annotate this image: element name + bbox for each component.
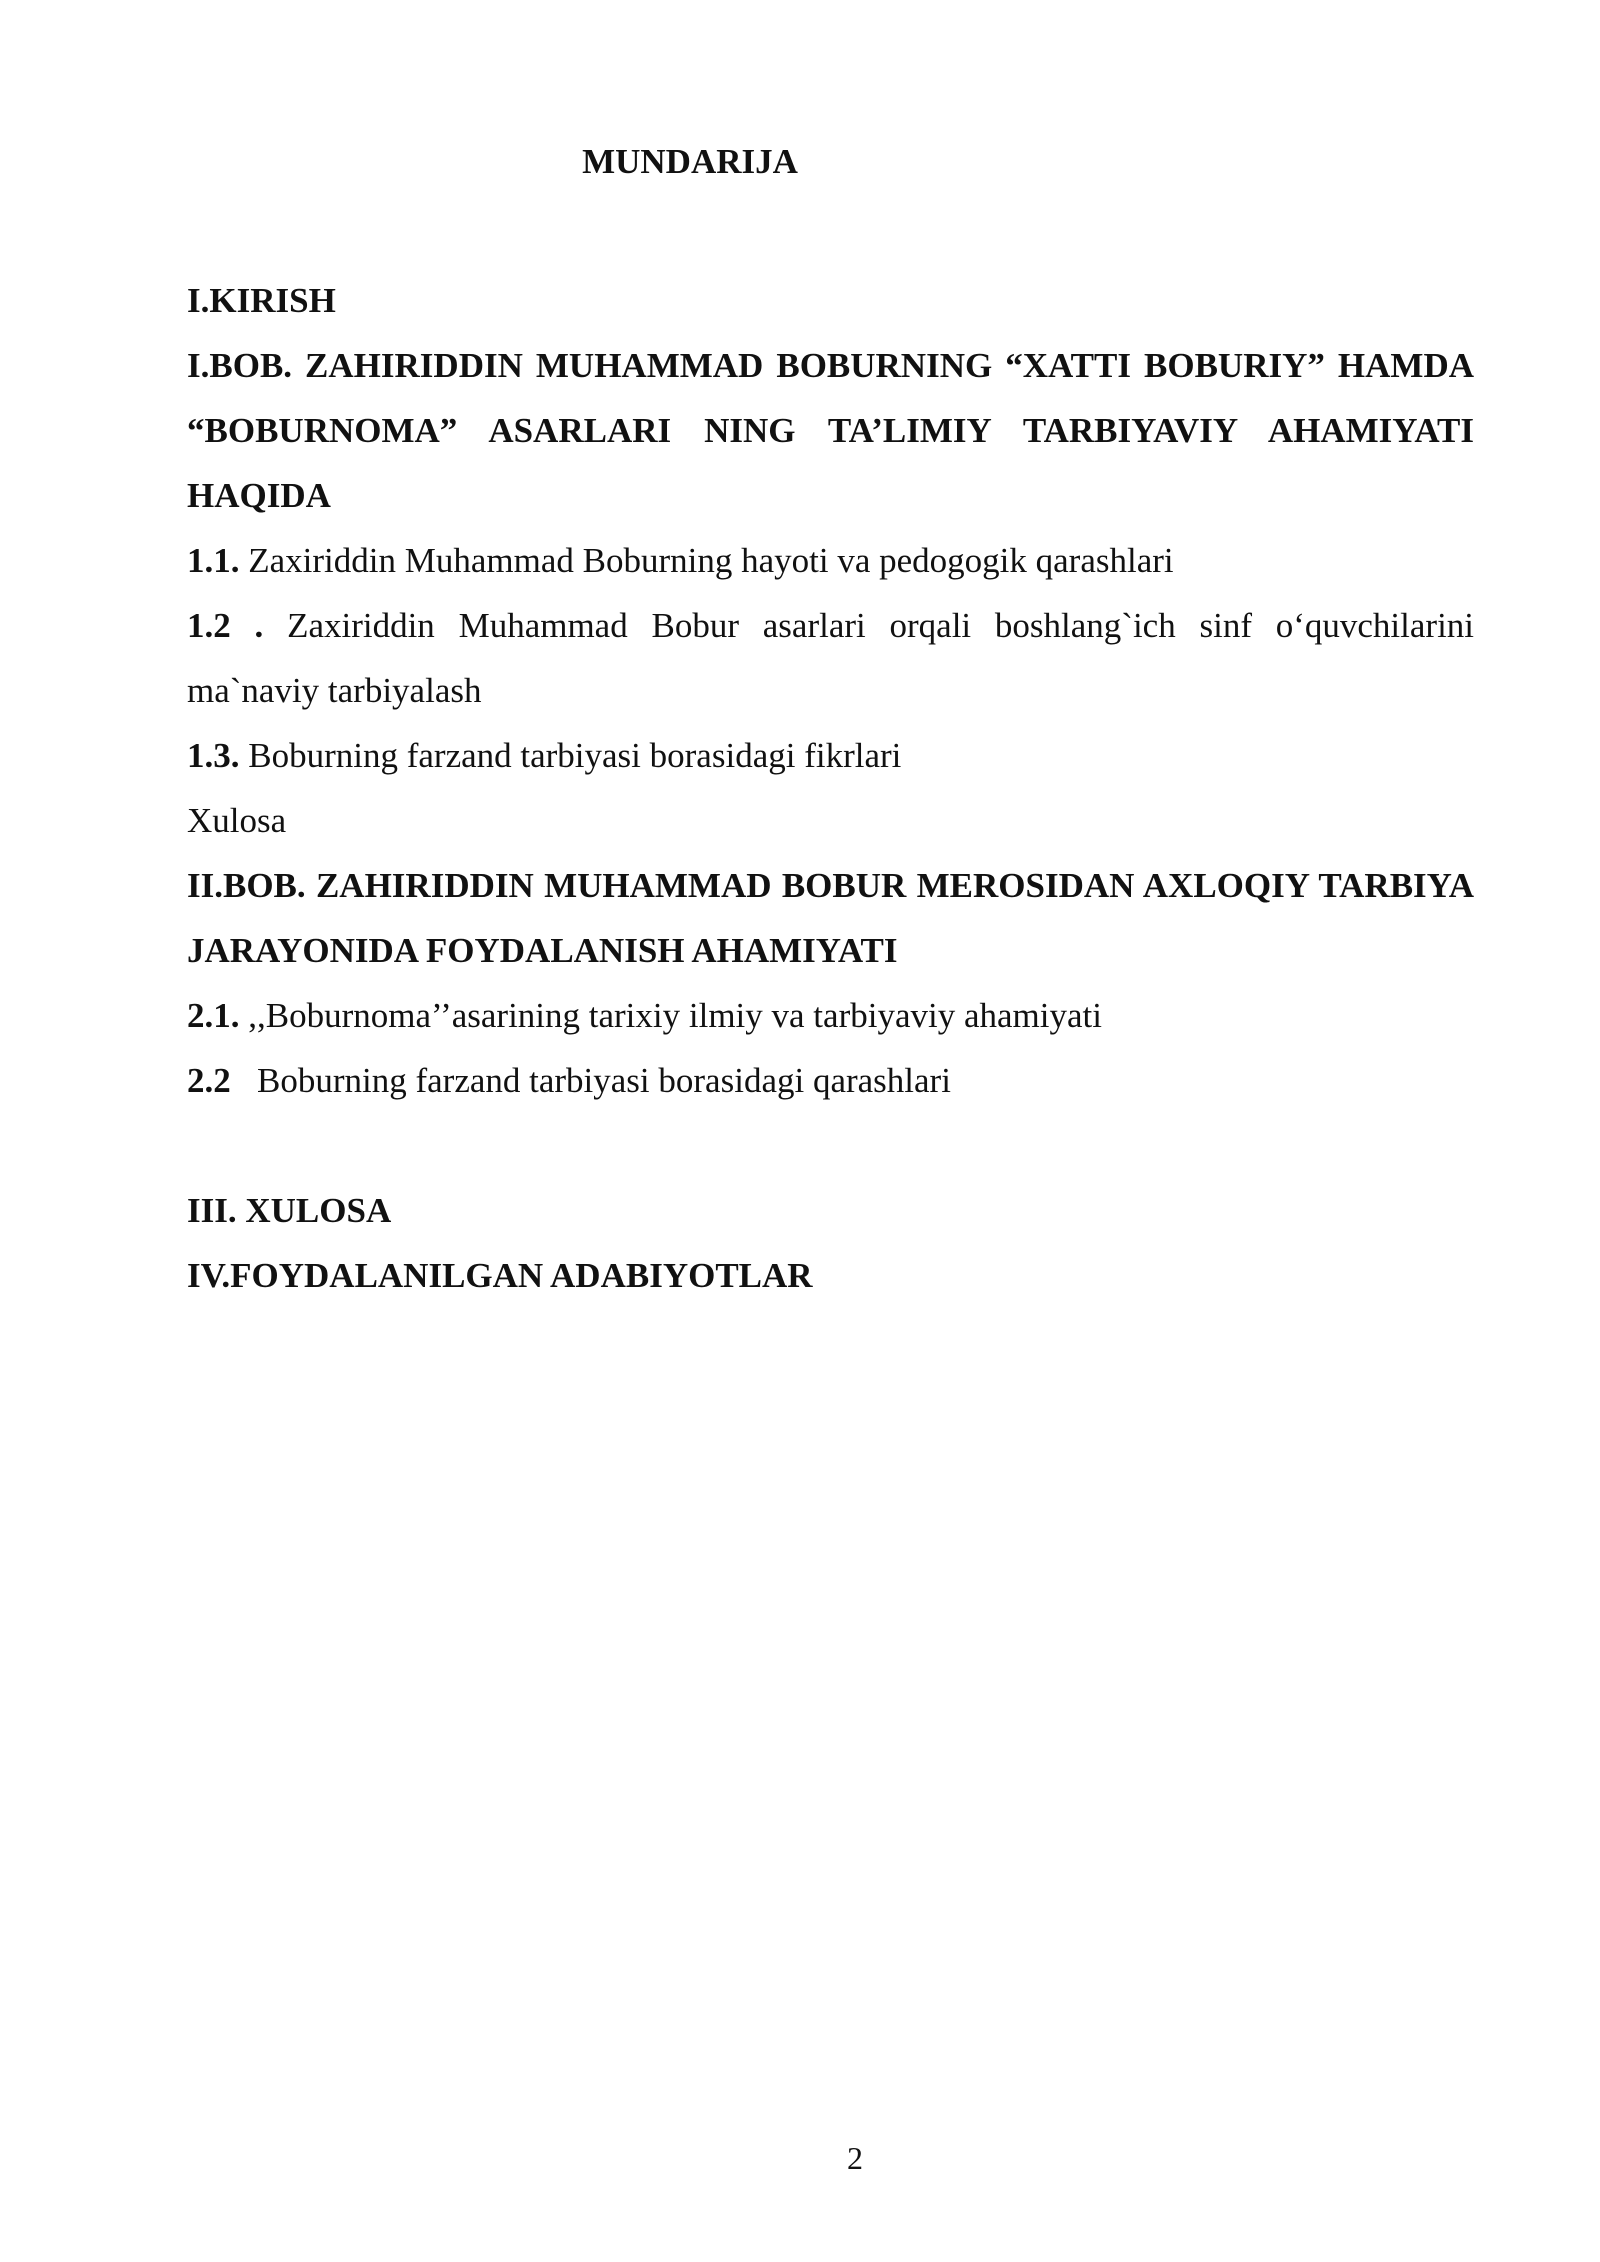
toc-entry-2-1 xyxy=(187,983,1474,1048)
toc-entry-number: 2.1. xyxy=(187,996,240,1035)
toc-entry-number: 1.3. xyxy=(187,736,240,775)
spacer xyxy=(187,1113,1474,1178)
toc-entry-1-3 xyxy=(187,723,1474,788)
toc-entry-text: II.BOB. ZAHIRIDDIN MUHAMMAD BOBUR MEROSIDAN AXLOQIY TARBIYA JARAYONIDA FOYDALANISH AHAMIYATI xyxy=(187,866,1474,970)
table-of-contents xyxy=(187,268,1474,1308)
toc-entry-number: 2.2 xyxy=(187,1061,231,1100)
toc-entry-text: Zaxiriddin Muhammad Bobur asarlari orqali boshlang`ich sinf o‘quvchilarini ma`naviy tarbiyalash xyxy=(187,606,1475,710)
toc-entry-number: 1.2 . xyxy=(187,606,264,645)
toc-entry-kirish xyxy=(187,268,1474,333)
toc-entry-text: Zaxiriddin Muhammad Boburning hayoti va pedogogik qarashlari xyxy=(248,541,1174,580)
toc-entry-text: Boburning farzand tarbiyasi borasidagi qarashlari xyxy=(257,1061,951,1100)
toc-entry-text: IV.FOYDALANILGAN ADABIYOTLAR xyxy=(187,1256,813,1295)
toc-entry-chapter-4 xyxy=(187,1243,1474,1308)
toc-entry-text: I.BOB. ZAHIRIDDIN MUHAMMAD BOBURNING “XATTI BOBURIY” HAMDA “BOBURNOMA” ASARLARI NING TA’LIMIY TARBIYAVIY AHAMIYATI HAQIDA xyxy=(187,346,1474,515)
toc-entry-1-1 xyxy=(187,528,1474,593)
toc-entry-xulosa xyxy=(187,788,1474,853)
toc-entry-number: 1.1. xyxy=(187,541,240,580)
toc-entry-chapter-1 xyxy=(187,333,1474,528)
toc-entry-text: I.KIRISH xyxy=(187,281,336,320)
toc-entry-chapter-3 xyxy=(187,1178,1474,1243)
page-title: MUNDARIJA xyxy=(582,142,798,181)
toc-entry-chapter-2 xyxy=(187,853,1474,983)
page-number: 2 xyxy=(847,2140,863,2176)
toc-entry-text: III. XULOSA xyxy=(187,1191,392,1230)
toc-entry-text: ,,Boburnoma’’asarining tarixiy ilmiy va tarbiyaviy ahamiyati xyxy=(248,996,1102,1035)
toc-entry-text: Xulosa xyxy=(187,801,287,840)
toc-entry-2-2 xyxy=(187,1048,1474,1113)
toc-entry-1-2 xyxy=(187,593,1474,723)
toc-entry-text: Boburning farzand tarbiyasi borasidagi fikrlari xyxy=(248,736,902,775)
